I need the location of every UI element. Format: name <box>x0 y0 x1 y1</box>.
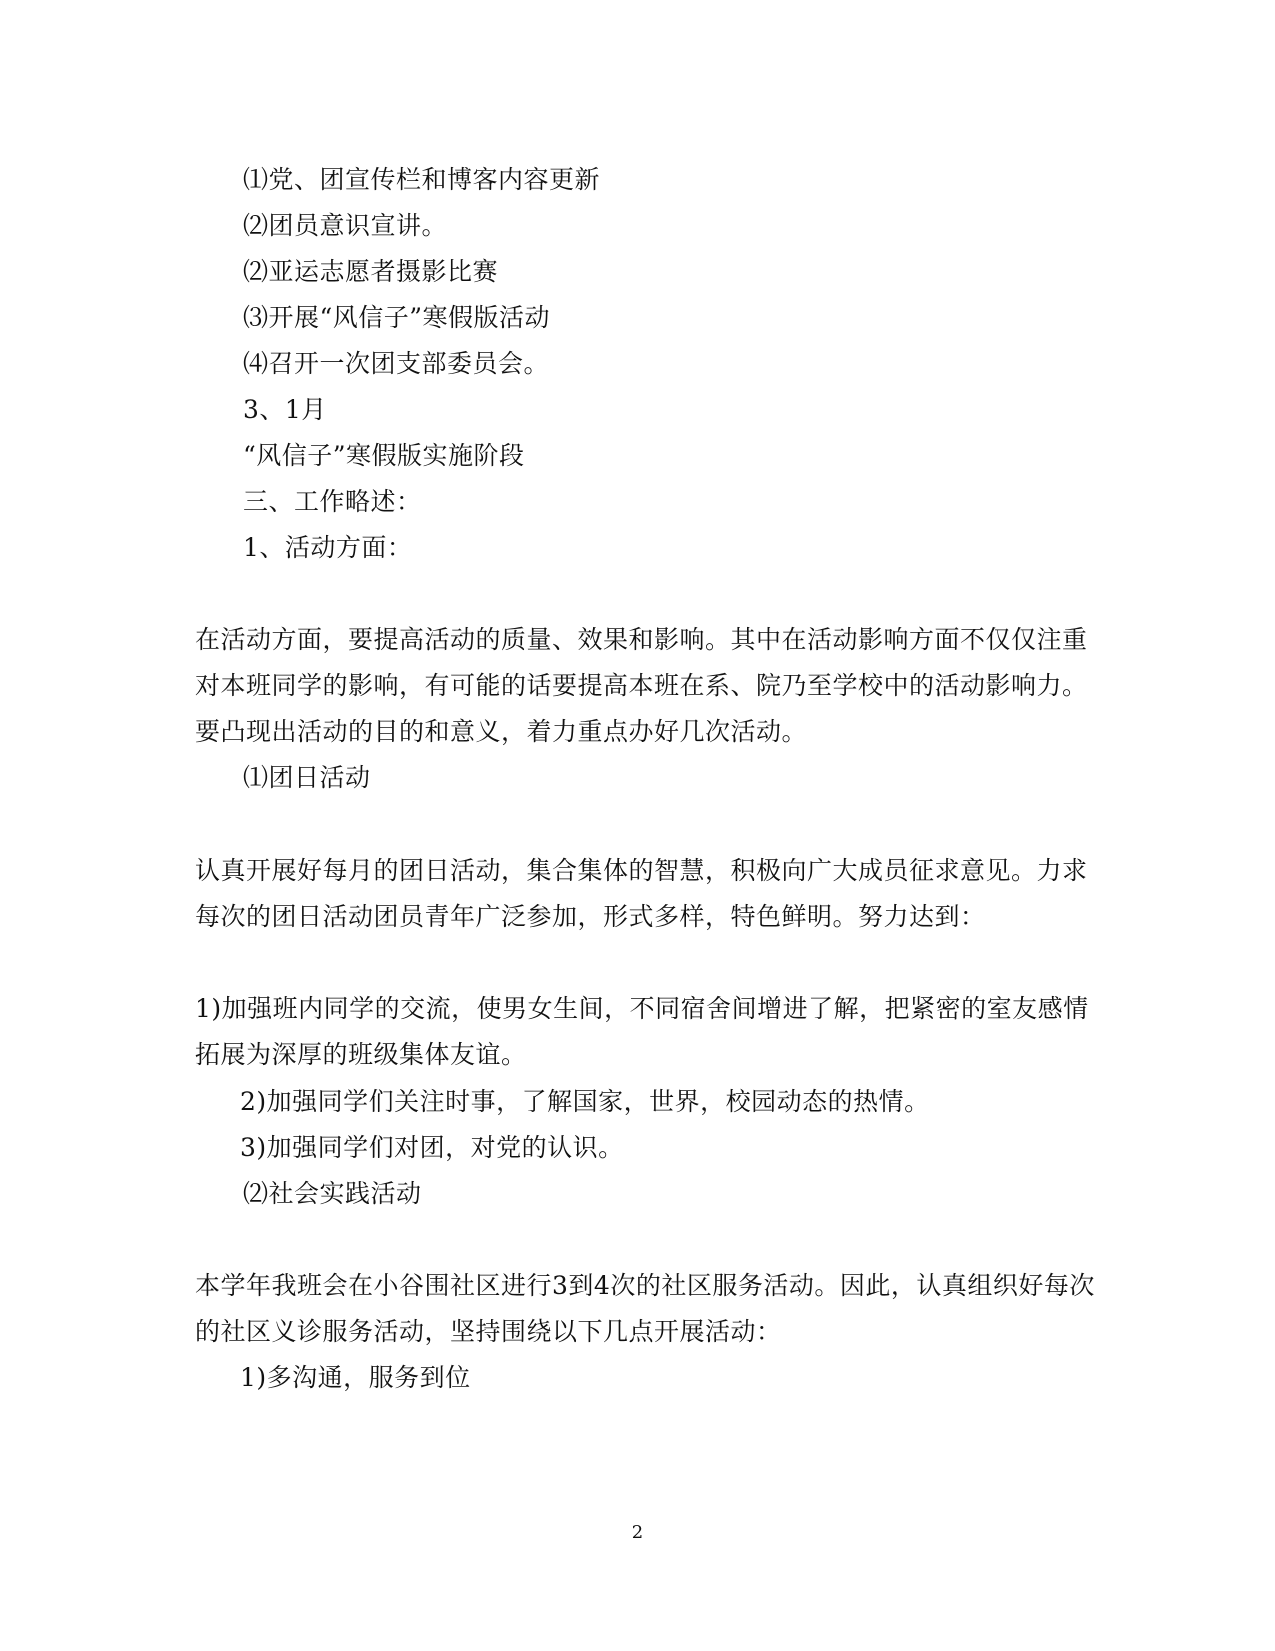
text-line: ⑵亚运志愿者摄影比赛 <box>243 257 499 286</box>
text-line: 2)加强同学们关注时事，了解国家，世界，校园动态的热情。 <box>240 1087 930 1116</box>
paragraph-line: 在活动方面，要提高活动的质量、效果和影响。其中在活动影响方面不仅仅注重 <box>195 625 1088 654</box>
paragraph-line: 的社区义诊服务活动，坚持围绕以下几点开展活动： <box>195 1317 782 1346</box>
subsection-heading: ⑵社会实践活动 <box>243 1179 422 1208</box>
text-line: ⑵团员意识宣讲。 <box>243 211 448 240</box>
subsection-heading: ⑴团日活动 <box>243 763 371 792</box>
subsection-heading: 1、活动方面： <box>243 533 413 562</box>
text-line: 3、1月 <box>243 395 327 424</box>
paragraph-line: 要凸现出活动的目的和意义，着力重点办好几次活动。 <box>195 717 808 746</box>
text-line: “风信子”寒假版实施阶段 <box>243 441 525 470</box>
paragraph-line: 每次的团日活动团员青年广泛参加，形式多样，特色鲜明。努力达到： <box>195 902 986 931</box>
paragraph-line: 拓展为深厚的班级集体友谊。 <box>195 1040 527 1069</box>
paragraph-line: 本学年我班会在小谷围社区进行3到4次的社区服务活动。因此，认真组织好每次 <box>195 1271 1095 1300</box>
section-heading: 三、工作略述： <box>243 487 422 516</box>
paragraph-line: 对本班同学的影响，有可能的话要提高本班在系、院乃至学校中的活动影响力。 <box>195 671 1088 700</box>
paragraph-line: 认真开展好每月的团日活动，集合集体的智慧，积极向广大成员征求意见。力求 <box>195 856 1088 885</box>
paragraph-line: 1)加强班内同学的交流，使男女生间，不同宿舍间增进了解，把紧密的室友感情 <box>195 994 1089 1023</box>
page-number: 2 <box>631 1522 644 1543</box>
text-line: 3)加强同学们对团，对党的认识。 <box>240 1133 624 1162</box>
text-line: ⑶开展“风信子”寒假版活动 <box>243 303 551 332</box>
text-line: 1)多沟通，服务到位 <box>240 1363 471 1392</box>
text-line: ⑴党、团宣传栏和博客内容更新 <box>243 165 601 194</box>
text-line: ⑷召开一次团支部委员会。 <box>243 349 550 378</box>
